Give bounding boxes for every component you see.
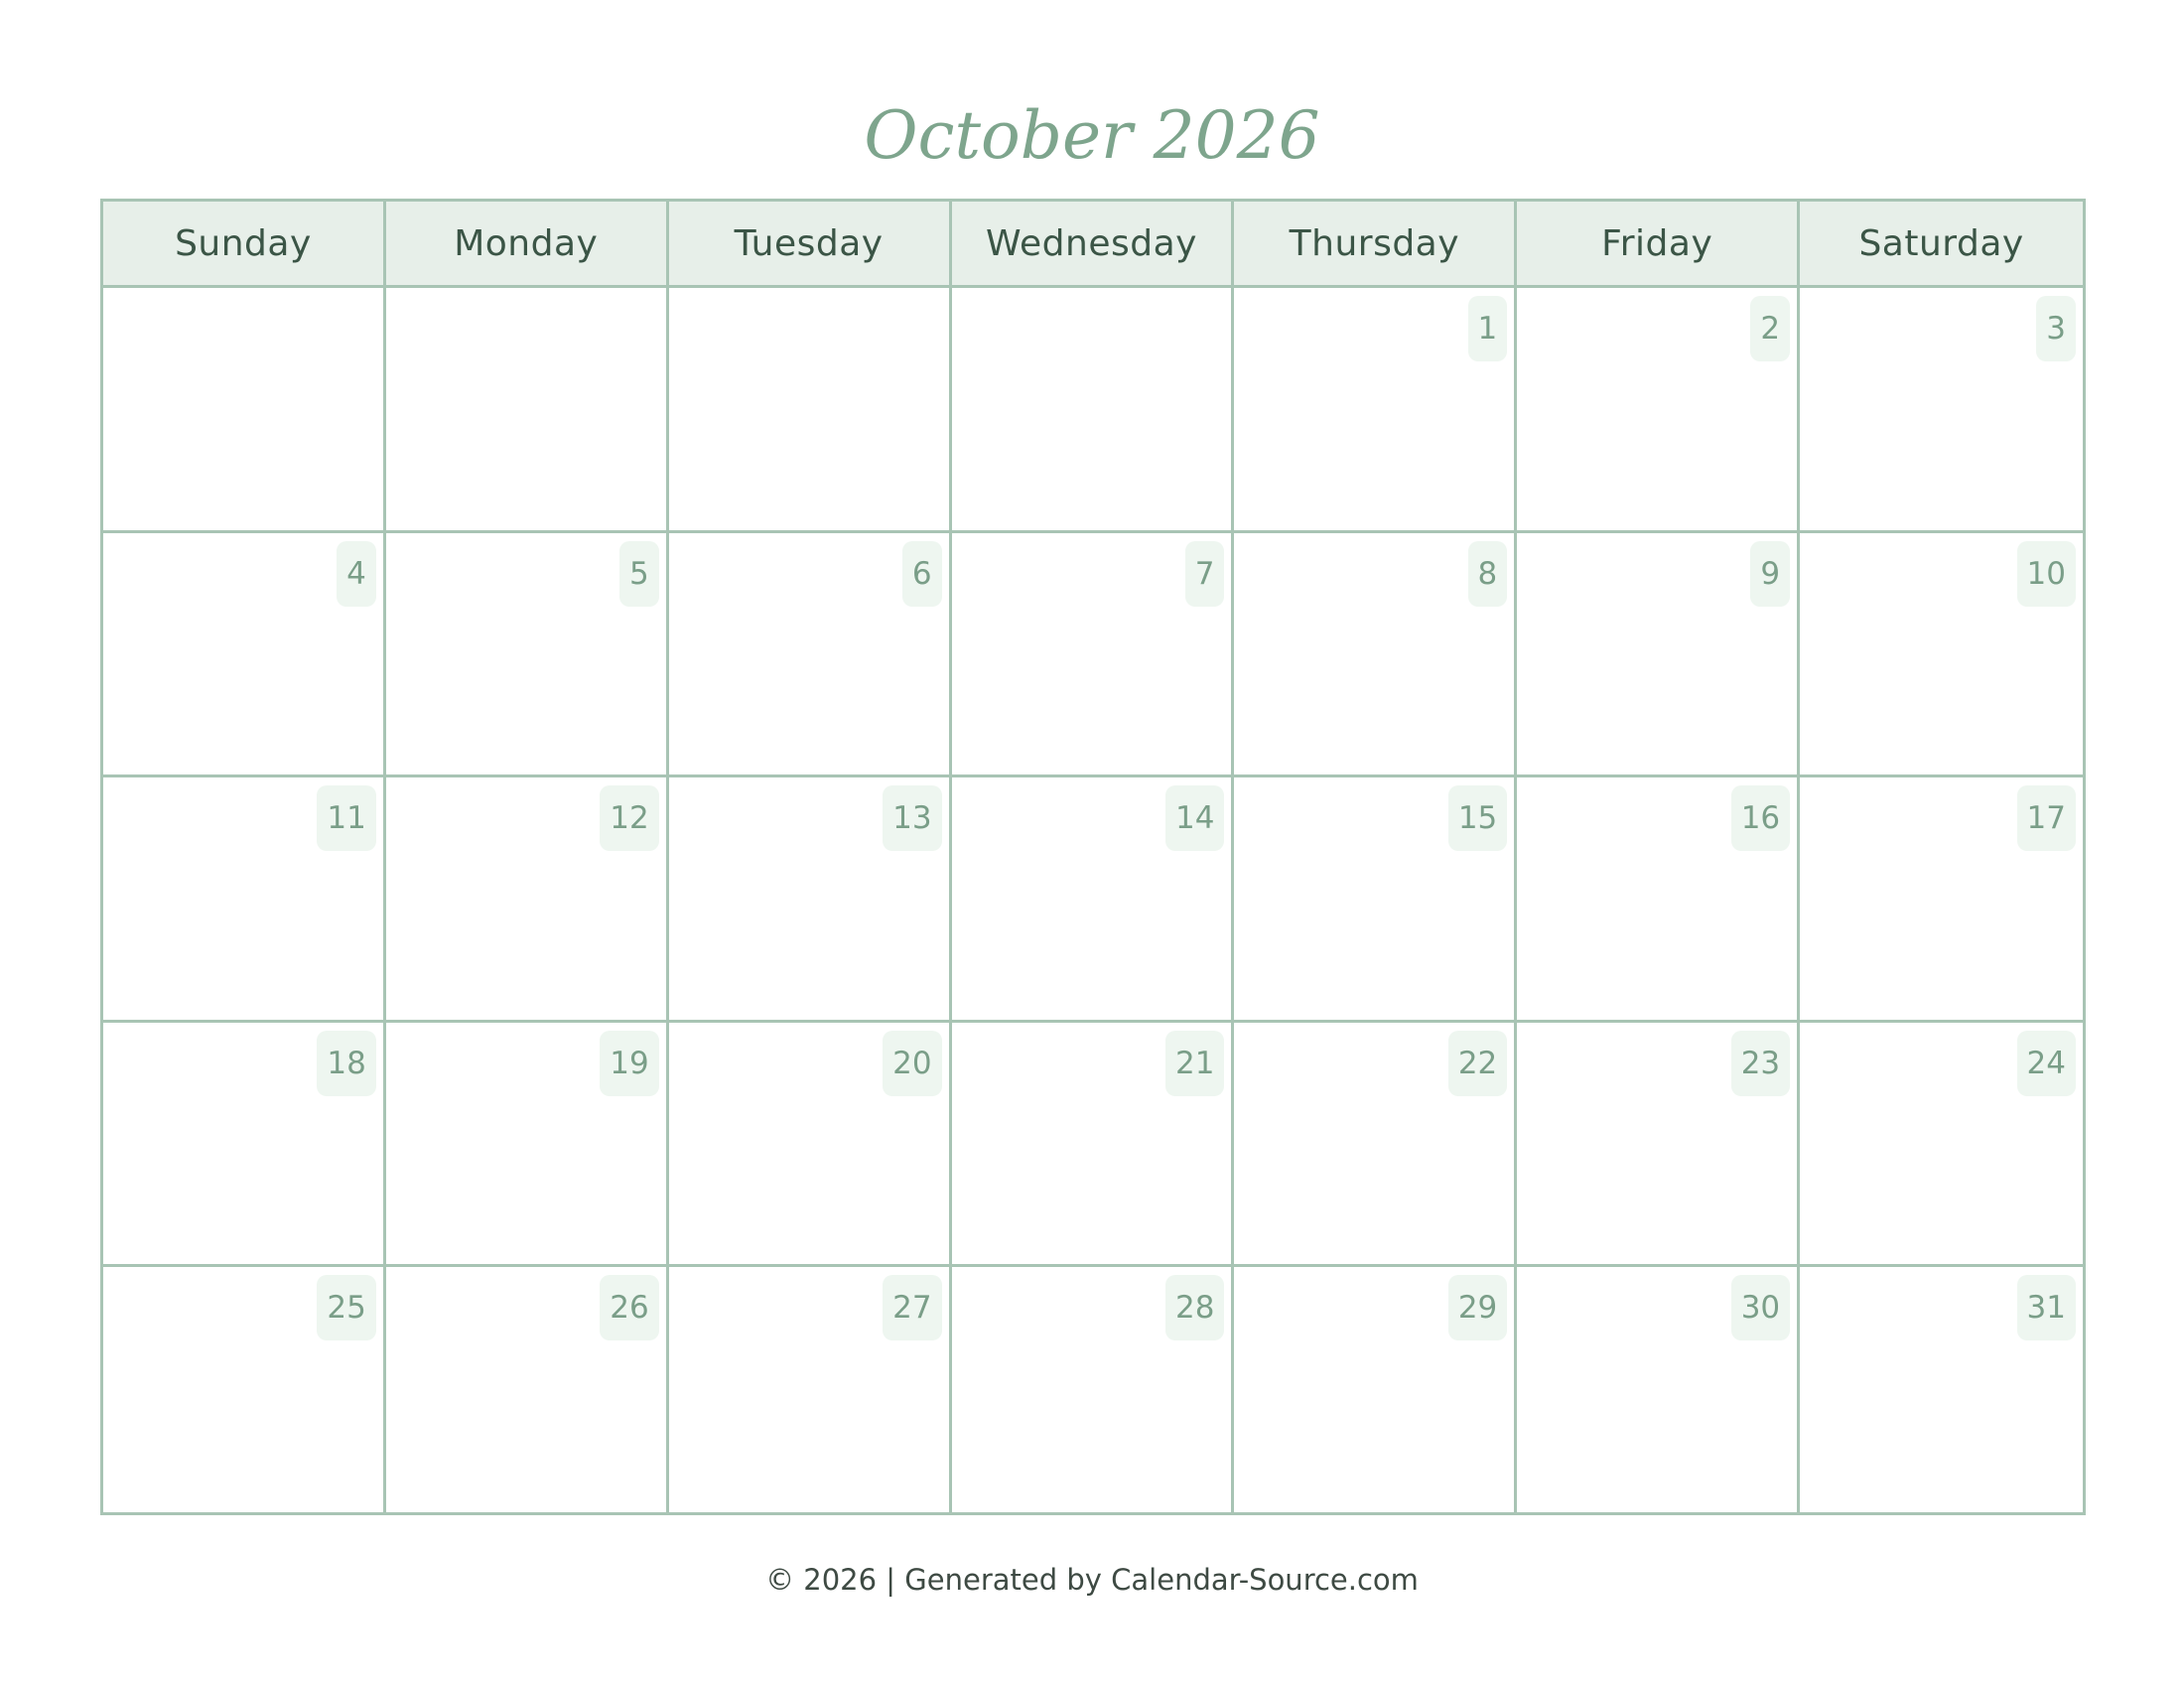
weekday-header-friday: Friday — [1517, 202, 1800, 288]
day-number: 29 — [1448, 1275, 1507, 1340]
weekday-header-thursday: Thursday — [1234, 202, 1517, 288]
day-number: 10 — [2017, 541, 2076, 607]
weekday-header-sunday: Sunday — [103, 202, 386, 288]
day-cell-8 — [1234, 533, 1517, 778]
day-cell-1 — [1234, 288, 1517, 533]
day-cell-3 — [1800, 288, 2083, 533]
day-cell-20 — [669, 1023, 952, 1268]
day-cell-21 — [952, 1023, 1235, 1268]
day-number: 5 — [619, 541, 659, 607]
weekday-header-saturday: Saturday — [1800, 202, 2083, 288]
day-cell-26 — [386, 1267, 669, 1512]
day-number: 2 — [1750, 296, 1790, 361]
day-cell-7 — [952, 533, 1235, 778]
day-number: 7 — [1185, 541, 1225, 607]
empty-day-cell — [669, 288, 952, 533]
day-cell-24 — [1800, 1023, 2083, 1268]
day-number: 15 — [1448, 785, 1507, 851]
day-number: 30 — [1731, 1275, 1790, 1340]
day-number: 21 — [1165, 1031, 1224, 1096]
day-number: 25 — [317, 1275, 375, 1340]
empty-day-cell — [386, 288, 669, 533]
day-cell-13 — [669, 777, 952, 1023]
day-number: 1 — [1468, 296, 1508, 361]
day-number: 17 — [2017, 785, 2076, 851]
day-cell-14 — [952, 777, 1235, 1023]
weekday-header-monday: Monday — [386, 202, 669, 288]
day-cell-27 — [669, 1267, 952, 1512]
day-number: 27 — [883, 1275, 941, 1340]
day-cell-17 — [1800, 777, 2083, 1023]
day-number: 11 — [317, 785, 375, 851]
day-number: 16 — [1731, 785, 1790, 851]
day-number: 31 — [2017, 1275, 2076, 1340]
day-number: 26 — [600, 1275, 658, 1340]
day-number: 3 — [2036, 296, 2076, 361]
day-cell-23 — [1517, 1023, 1800, 1268]
day-number: 23 — [1731, 1031, 1790, 1096]
day-cell-16 — [1517, 777, 1800, 1023]
empty-day-cell — [103, 288, 386, 533]
day-cell-18 — [103, 1023, 386, 1268]
day-cell-5 — [386, 533, 669, 778]
day-number: 12 — [600, 785, 658, 851]
day-cell-22 — [1234, 1023, 1517, 1268]
weekday-header-tuesday: Tuesday — [669, 202, 952, 288]
day-cell-29 — [1234, 1267, 1517, 1512]
day-number: 19 — [600, 1031, 658, 1096]
day-cell-10 — [1800, 533, 2083, 778]
day-cell-12 — [386, 777, 669, 1023]
day-number: 28 — [1165, 1275, 1224, 1340]
day-cell-15 — [1234, 777, 1517, 1023]
day-number: 9 — [1750, 541, 1790, 607]
calendar-title: October 2026 — [864, 97, 1320, 174]
day-number: 20 — [883, 1031, 941, 1096]
day-number: 13 — [883, 785, 941, 851]
day-cell-6 — [669, 533, 952, 778]
day-cell-25 — [103, 1267, 386, 1512]
day-cell-30 — [1517, 1267, 1800, 1512]
month-calendar-grid — [100, 199, 2086, 1515]
day-number: 6 — [902, 541, 942, 607]
empty-day-cell — [952, 288, 1235, 533]
footer-credit: © 2026 | Generated by Calendar-Source.com — [765, 1563, 1419, 1597]
day-cell-31 — [1800, 1267, 2083, 1512]
day-number: 18 — [317, 1031, 375, 1096]
day-cell-28 — [952, 1267, 1235, 1512]
day-number: 24 — [2017, 1031, 2076, 1096]
day-cell-4 — [103, 533, 386, 778]
day-cell-2 — [1517, 288, 1800, 533]
day-number: 22 — [1448, 1031, 1507, 1096]
day-cell-19 — [386, 1023, 669, 1268]
day-number: 8 — [1468, 541, 1508, 607]
day-number: 4 — [337, 541, 376, 607]
day-cell-11 — [103, 777, 386, 1023]
day-cell-9 — [1517, 533, 1800, 778]
day-number: 14 — [1165, 785, 1224, 851]
weekday-header-wednesday: Wednesday — [952, 202, 1235, 288]
